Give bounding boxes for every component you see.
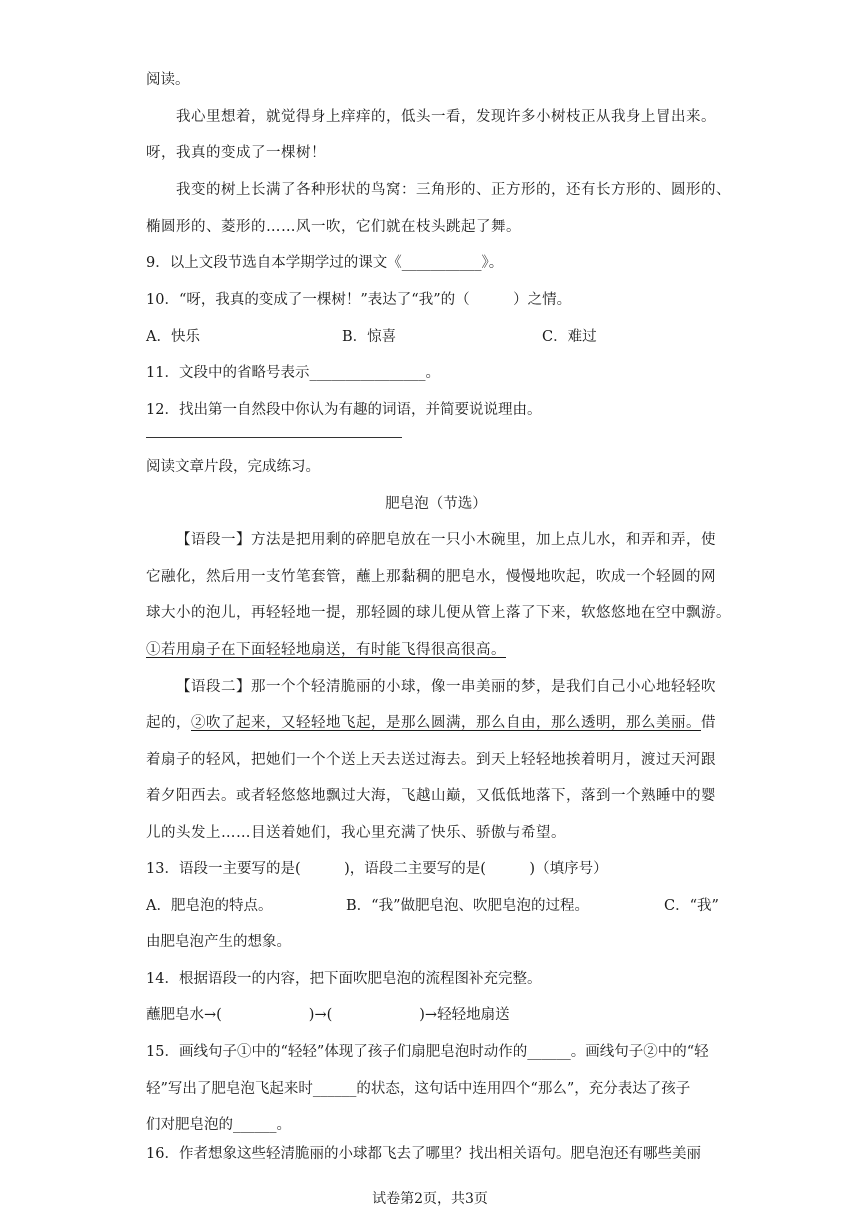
question-15-line3: 们对肥皂泡的______。 [146, 1117, 291, 1133]
page-footer: 试卷第2页，共3页 [372, 1191, 488, 1207]
question-12: 12．找出第一自然段中你认为有趣的词语，并简要说说理由。 [146, 402, 542, 418]
passage1-p1-line1: 我心里想着，就觉得身上痒痒的，低头一看，发现许多小树枝正从我身上冒出来。 [176, 109, 716, 125]
option-c: C．难过 [542, 329, 597, 345]
question-13: 13．语段一主要写的是( )，语段二主要写的是( )（填序号） [146, 861, 608, 877]
segment1-line2: 它融化，然后用一支竹笔套管，蘸上那黏稠的肥皂水，慢慢地吹起，吹成一个轻圆的网 [146, 569, 716, 585]
segment2-line2-pre: 起的， [146, 715, 191, 731]
option-c: C．“我” [664, 898, 719, 914]
question-11: 11．文段中的省略号表示________________。 [146, 365, 440, 381]
segment1-line4-underlined: ①若用扇子在下面轻轻地扇送，有时能飞得很高很高。 [146, 642, 506, 658]
passage2-title: 肥皂泡（节选） [385, 496, 487, 512]
question-14-flow: 蘸肥皂水→( )→( )→轻轻地扇送 [146, 1007, 510, 1023]
question-15-line1: 15．画线句子①中的“轻轻”体现了孩子们扇肥皂泡时动作的______。画线句子②中的“轻 [146, 1044, 709, 1060]
option-b: B．惊喜 [342, 329, 397, 345]
segment2-line1: 【语段二】那一个个轻清脆丽的小球，像一串美丽的梦，是我们自己小心地轻轻吹 [176, 679, 716, 695]
question-13-option-c-cont: 由肥皂泡产生的想象。 [146, 934, 291, 950]
passage1-p2-line2: 椭圆形的、菱形的……风一吹，它们就在枝头跳起了舞。 [146, 219, 521, 235]
question-9: 9．以上文段节选自本学期学过的课文《___________》。 [146, 255, 504, 271]
answer-line [146, 437, 402, 438]
option-a: A．快乐 [146, 329, 200, 345]
segment2-line5: 儿的头发上……目送着她们，我心里充满了快乐、骄傲与希望。 [146, 825, 566, 841]
option-a: A．肥皂泡的特点。 [146, 898, 273, 914]
question-15-line2: 轻”写出了肥皂泡飞起来时______的状态，这句话中连用四个“那么”，充分表达了孩子 [146, 1081, 691, 1097]
segment2-line4: 着夕阳西去。或者轻悠悠地飘过大海，飞越山巅，又低低地落下，落到一个熟睡中的婴 [146, 788, 716, 804]
segment2-line2-post: 借 [701, 715, 716, 731]
passage1-p1-line2: 呀，我真的变成了一棵树！ [146, 145, 326, 161]
segment2-line3: 着扇子的轻风，把她们一个个送上天去送过海去。到天上轻轻地挨着明月，渡过天河跟 [146, 752, 716, 768]
question-10: 10．“呀，我真的变成了一棵树！”表达了“我”的（ ）之情。 [146, 292, 572, 308]
passage1-intro: 阅读。 [146, 72, 190, 88]
option-b: B．“我”做肥皂泡、吹肥皂泡的过程。 [346, 898, 589, 914]
question-14: 14．根据语段一的内容，把下面吹肥皂泡的流程图补充完整。 [146, 971, 542, 987]
passage1-p2-line1: 我变的树上长满了各种形状的鸟窝：三角形的、正方形的，还有长方形的、圆形的、 [176, 182, 731, 198]
segment2-line2-underlined: ②吹了起来，又轻轻地飞起，是那么圆满，那么自由，那么透明，那么美丽。 [191, 715, 701, 731]
segment1-line1: 【语段一】方法是把用剩的碎肥皂放在一只小木碗里，加上点儿水，和弄和弄，使 [176, 532, 716, 548]
question-16: 16．作者想象这些轻清脆丽的小球都飞去了哪里？找出相关语句。肥皂泡还有哪些美丽 [146, 1146, 701, 1162]
segment1-line3: 球大小的泡儿，再轻轻地一提，那轻圆的球儿便从管上落了下来，软悠悠地在空中飘游。 [146, 605, 731, 621]
segment2-line2 [146, 713, 726, 733]
passage2-intro: 阅读文章片段，完成练习。 [146, 459, 320, 475]
